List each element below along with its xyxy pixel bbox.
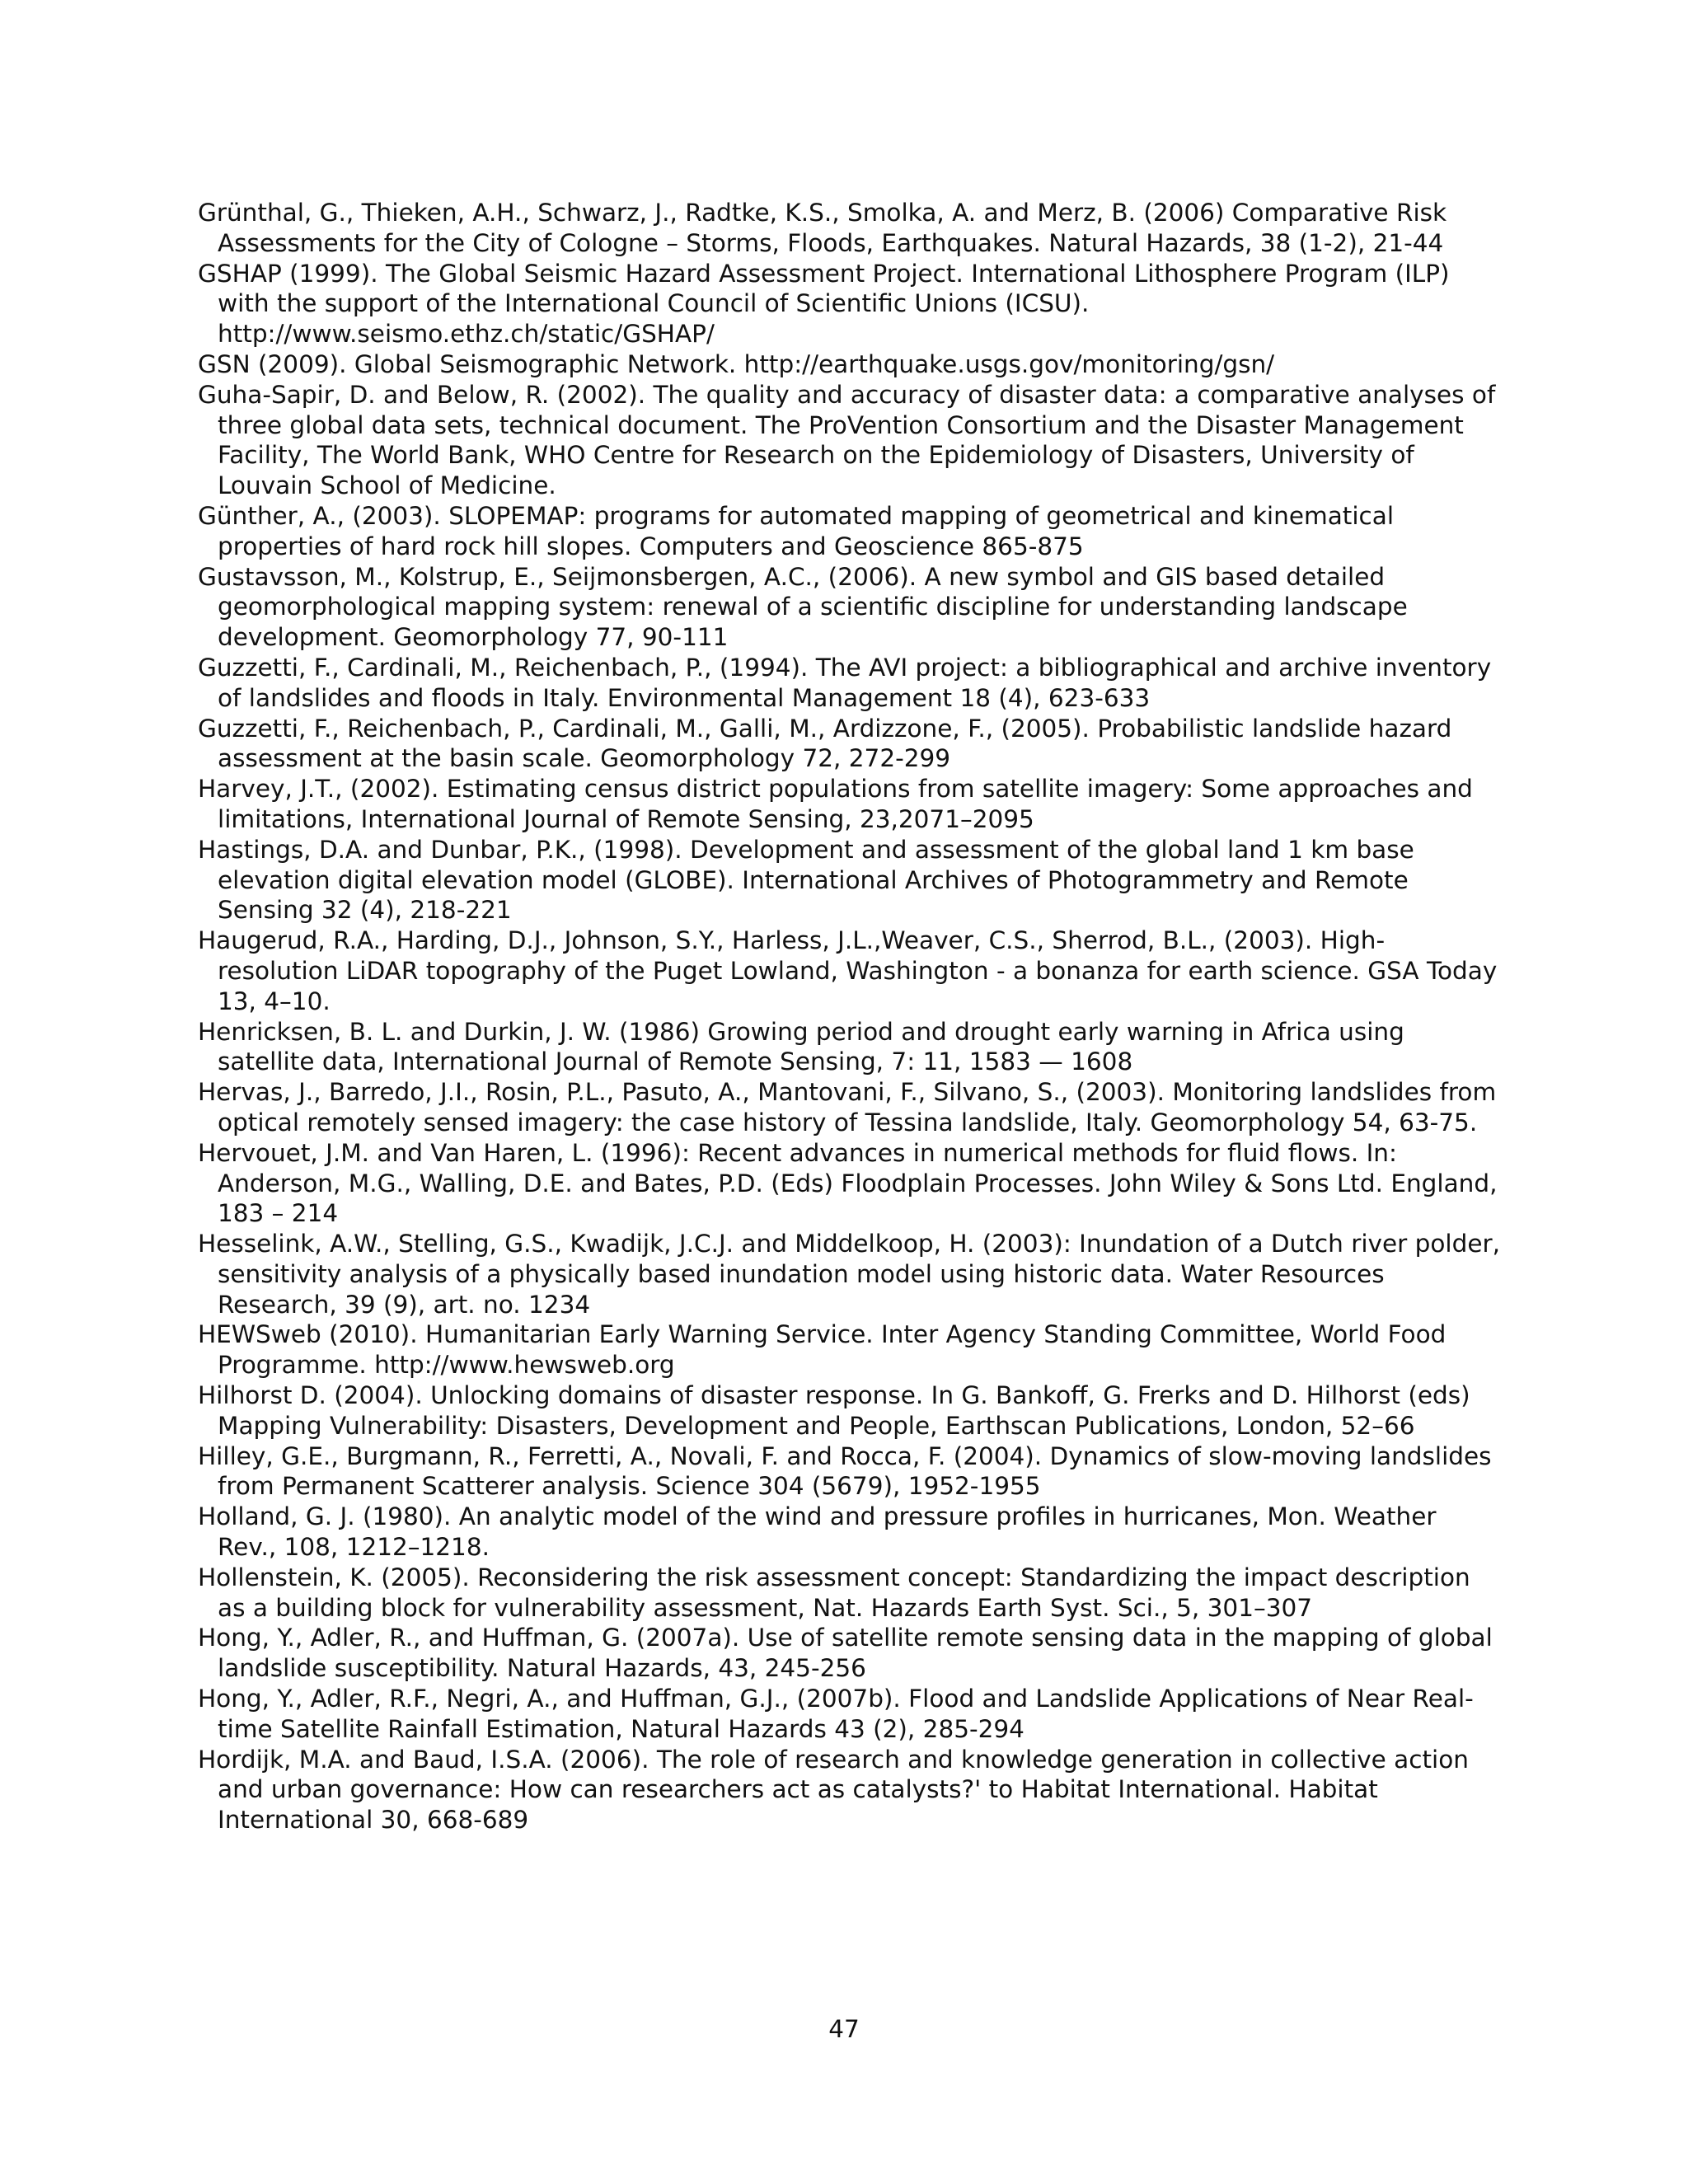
reference-entry: Hilley, G.E., Burgmann, R., Ferretti, A., Novali, F. and Rocca, F. (2004). Dynamics of slow-moving landslides from Permanent Scatterer analysis. Science 304 (5679), 1952-1955 [198, 1441, 1492, 1501]
reference-entry: Hastings, D.A. and Dunbar, P.K., (1998). Development and assessment of the global land 1 km base elevation digital elevation model (GLOBE). International Archives of Photogrammetry and Remote Sensing 32 (4), 218-221 [198, 835, 1414, 925]
reference-entry: Hordijk, M.A. and Baud, I.S.A. (2006). The role of research and knowledge generation in collective action and urban governance: How can researchers act as catalysts?' to Habitat International. Habitat International 30, 668-689 [198, 1745, 1469, 1835]
page-body [198, 198, 1500, 1835]
page-number: 47 [828, 2015, 860, 2043]
reference-entry: Hesselink, A.W., Stelling, G.S., Kwadijk, J.C.J. and Middelkoop, H. (2003): Inundation of a Dutch river polder, sensitivity analysis of a physically based inundation model using historic data. Water Resources Research, 39 (9), art. no. 1234 [198, 1230, 1500, 1319]
reference-entry: Guzzetti, F., Cardinali, M., Reichenbach, P., (1994). The AVI project: a bibliographical and archive inventory of landslides and floods in Italy. Environmental Management 18 (4), 623-633 [198, 653, 1492, 712]
reference-entry: Guha-Sapir, D. and Below, R. (2002). The quality and accuracy of disaster data: a comparative analyses of three global data sets, technical document. The ProVention Consortium and the Disaster Management Facility, The World Bank, WHO Centre for Research on the Epidemiology of Disasters, University of Louvain School of Medicine. [198, 380, 1496, 500]
reference-entry: Günther, A., (2003). SLOPEMAP: programs for automated mapping of geometrical and kinematical properties of hard rock hill slopes. Computers and Geoscience 865-875 [198, 501, 1395, 560]
reference-entry: Hervas, J., Barredo, J.I., Rosin, P.L., Pasuto, A., Mantovani, F., Silvano, S., (2003). Monitoring landslides from optical remotely sensed imagery: the case history of Tessina landslide, Italy. Geomorphology 54, 63-75. [198, 1078, 1497, 1137]
reference-entry: Hervouet, J.M. and Van Haren, L. (1996): Recent advances in numerical methods for fluid flows. In: Anderson, M.G., Walling, D.E. and Bates, P.D. (Eds) Floodplain Processes. John Wiley & Sons Ltd. England, 183 – 214 [198, 1138, 1498, 1228]
reference-list [198, 198, 1500, 1835]
reference-entry: Holland, G. J. (1980). An analytic model of the wind and pressure profiles in hurricanes, Mon. Weather Rev., 108, 1212–1218. [198, 1502, 1437, 1562]
reference-entry: Haugerud, R.A., Harding, D.J., Johnson, S.Y., Harless, J.L.,Weaver, C.S., Sherrod, B.L., (2003). High-resolution LiDAR topography of the Puget Lowland, Washington - a bonanza for earth science. GSA Today 13, 4–10. [198, 926, 1498, 1015]
reference-entry: GSHAP (1999). The Global Seismic Hazard Assessment Project. International Lithosphere Program (ILP) with the support of the International Council of Scientific Unions (ICSU). http://www.seismo.ethz.ch/static/GSHAP/ [198, 259, 1450, 349]
reference-entry: Harvey, J.T., (2002). Estimating census district populations from satellite imagery: Some approaches and limitations, International Journal of Remote Sensing, 23,2071–2095 [198, 775, 1473, 833]
reference-entry: Hollenstein, K. (2005). Reconsidering the risk assessment concept: Standardizing the impact description as a building block for vulnerability assessment, Nat. Hazards Earth Syst. Sci., 5, 301–307 [198, 1563, 1470, 1622]
reference-entry: GSN (2009). Global Seismographic Network. http://earthquake.usgs.gov/monitoring/gsn/ [198, 349, 1275, 378]
reference-entry: Gustavsson, M., Kolstrup, E., Seijmonsbergen, A.C., (2006). A new symbol and GIS based detailed geomorphological mapping system: renewal of a scientific discipline for understanding landscape development. Geomorphology 77, 90-111 [198, 562, 1408, 652]
reference-entry: Hilhorst D. (2004). Unlocking domains of disaster response. In G. Bankoff, G. Frerks and D. Hilhorst (eds) Mapping Vulnerability: Disasters, Development and People, Earthscan Publications, London, 52–66 [198, 1381, 1470, 1440]
reference-entry: Guzzetti, F., Reichenbach, P., Cardinali, M., Galli, M., Ardizzone, F., (2005). Probabilistic landslide hazard assessment at the basin scale. Geomorphology 72, 272-299 [198, 714, 1452, 773]
reference-entry: Henricksen, B. L. and Durkin, J. W. (1986) Growing period and drought early warning in Africa using satellite data, International Journal of Remote Sensing, 7: 11, 1583 — 1608 [198, 1017, 1404, 1076]
reference-entry: Grünthal, G., Thieken, A.H., Schwarz, J., Radtke, K.S., Smolka, A. and Merz, B. (2006) Comparative Risk Assessments for the City of Cologne – Storms, Floods, Earthquakes. Natural Hazards, 38 (1-2), 21-44 [198, 199, 1447, 257]
reference-entry: Hong, Y., Adler, R.F., Negri, A., and Huffman, G.J., (2007b). Flood and Landslide Applications of Near Real-time Satellite Rainfall Estimation, Natural Hazards 43 (2), 285-294 [198, 1685, 1474, 1743]
reference-entry: Hong, Y., Adler, R., and Huffman, G. (2007a). Use of satellite remote sensing data in the mapping of global landslide susceptibility. Natural Hazards, 43, 245-256 [198, 1624, 1493, 1683]
reference-entry: HEWSweb (2010). Humanitarian Early Warning Service. Inter Agency Standing Committee, World Food Programme. http://www.hewsweb.org [198, 1320, 1447, 1380]
